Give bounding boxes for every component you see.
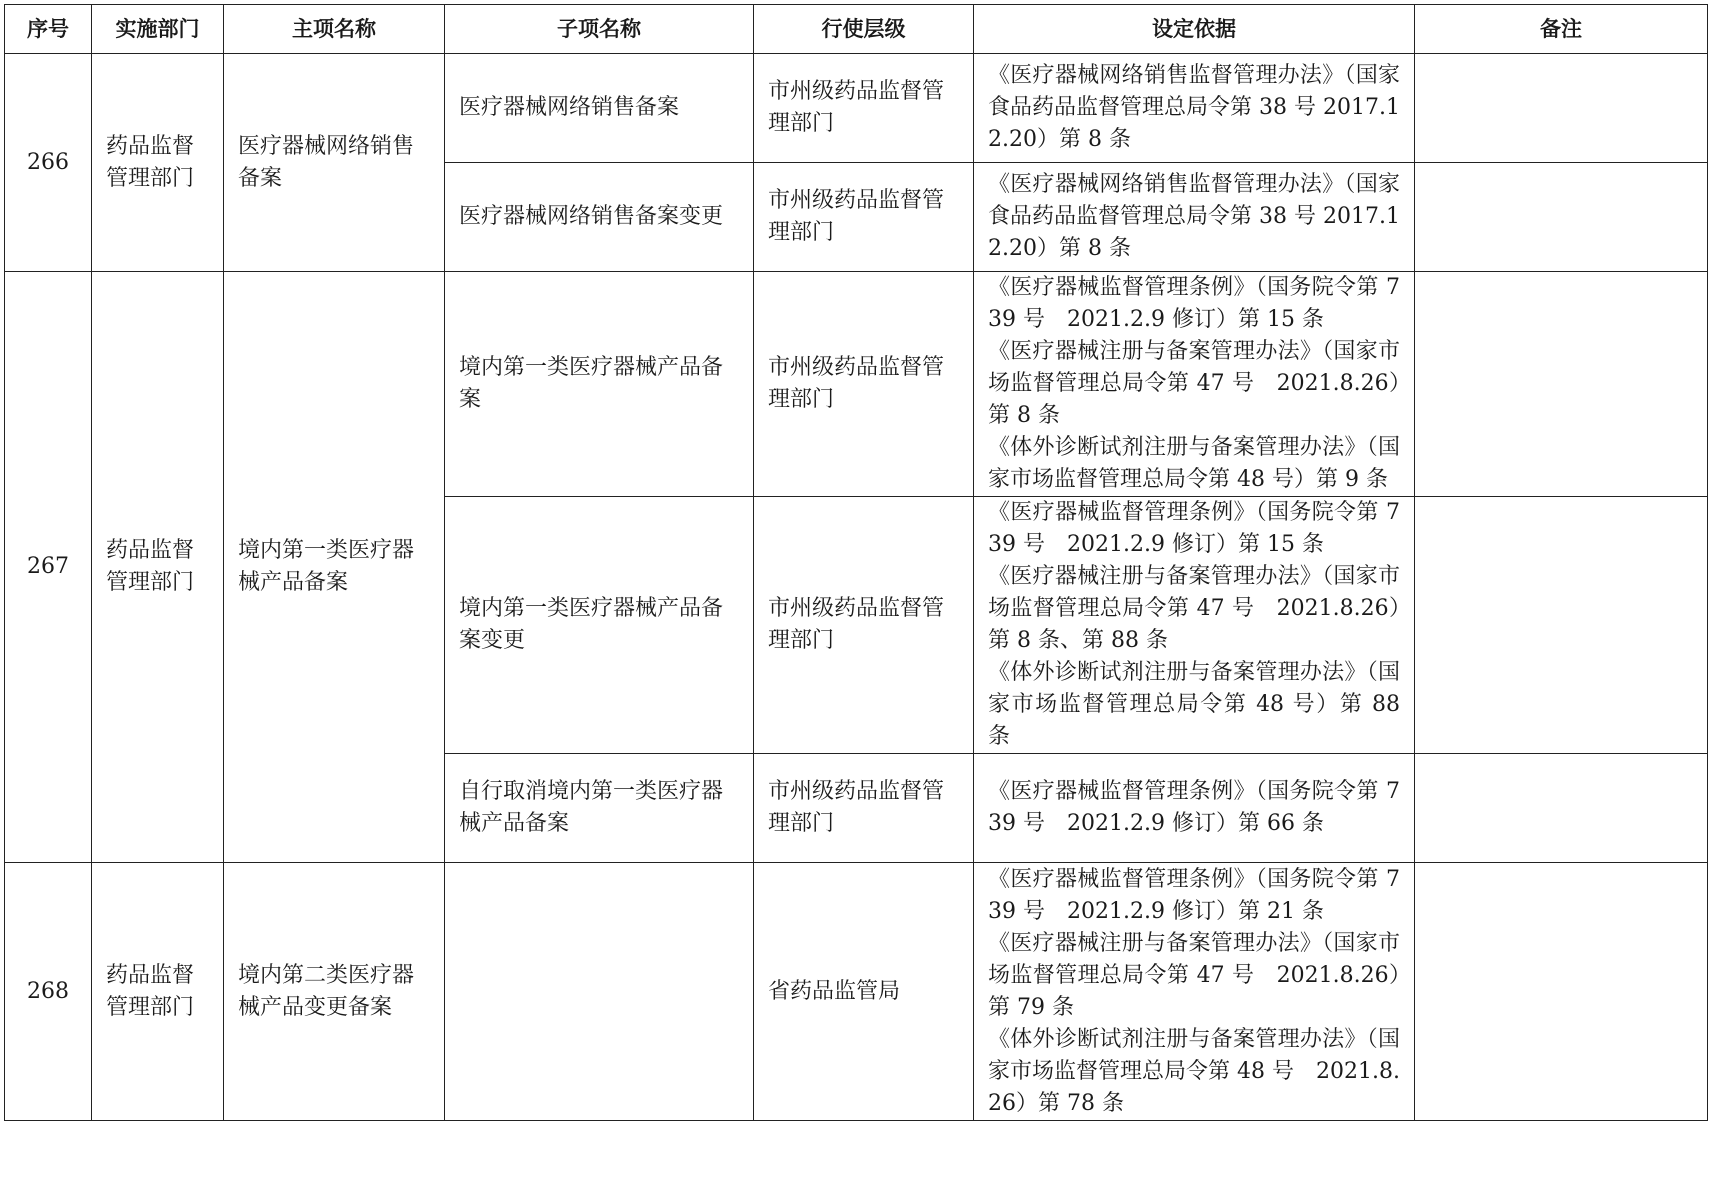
header-basis: 设定依据 <box>974 5 1415 54</box>
header-level: 行使层级 <box>754 5 974 54</box>
table-row <box>5 272 1708 497</box>
level-cell: 省药品监管局 <box>754 863 974 1121</box>
dept-cell: 药品监督管理部门 <box>92 272 224 863</box>
table-row <box>5 863 1708 1121</box>
sub-item-cell: 医疗器械网络销售备案变更 <box>445 163 754 272</box>
main-item-cell: 境内第一类医疗器械产品备案 <box>224 272 445 863</box>
basis-cell <box>974 54 1415 163</box>
sub-item-cell: 境内第一类医疗器械产品备案 <box>445 272 754 497</box>
level-cell: 市州级药品监督管理部门 <box>754 163 974 272</box>
basis-line: 《医疗器械网络销售监督管理办法》（国家食品药品监督管理总局令第 38 号 2017.12.20）第 8 条 <box>988 63 1400 152</box>
sub-item-cell: 医疗器械网络销售备案 <box>445 54 754 163</box>
remark-cell <box>1415 754 1708 863</box>
basis-cell <box>974 497 1415 754</box>
basis-line: 《医疗器械监督管理条例》（国务院令第 739 号 2021.2.9 修订）第 15 条 <box>988 275 1400 332</box>
basis-line: 《医疗器械注册与备案管理办法》（国家市场监督管理总局令第 47 号 2021.8.26）第 79 条 <box>988 930 1400 1020</box>
remark-cell <box>1415 272 1708 497</box>
seq-cell: 267 <box>5 272 92 863</box>
basis-line: 《体外诊断试剂注册与备案管理办法》（国家市场监督管理总局令第 48 号）第 88 条 <box>988 660 1400 749</box>
basis-line: 《医疗器械监督管理条例》（国务院令第 739 号 2021.2.9 修订）第 66 条 <box>988 779 1400 836</box>
header-seq: 序号 <box>5 5 92 54</box>
remark-cell <box>1415 54 1708 163</box>
basis-line: 《医疗器械监督管理条例》（国务院令第 739 号 2021.2.9 修订）第 15 条 <box>988 500 1400 557</box>
table-row <box>5 54 1708 163</box>
basis-line: 《医疗器械监督管理条例》（国务院令第 739 号 2021.2.9 修订）第 21 条 <box>988 866 1400 924</box>
header-main-item: 主项名称 <box>224 5 445 54</box>
remark-cell <box>1415 863 1708 1121</box>
level-cell: 市州级药品监督管理部门 <box>754 54 974 163</box>
sub-item-cell: 自行取消境内第一类医疗器械产品备案 <box>445 754 754 863</box>
table-header-row <box>5 5 1708 54</box>
header-sub-item: 子项名称 <box>445 5 754 54</box>
seq-cell: 268 <box>5 863 92 1121</box>
dept-cell: 药品监督管理部门 <box>92 863 224 1121</box>
main-item-cell: 医疗器械网络销售备案 <box>224 54 445 272</box>
header-remark: 备注 <box>1415 5 1708 54</box>
basis-line: 《医疗器械注册与备案管理办法》（国家市场监督管理总局令第 47 号 2021.8.26）第 8 条 <box>988 339 1400 428</box>
basis-cell <box>974 754 1415 863</box>
seq-cell: 266 <box>5 54 92 272</box>
sub-item-cell: 境内第一类医疗器械产品备案变更 <box>445 497 754 754</box>
level-cell: 市州级药品监督管理部门 <box>754 272 974 497</box>
basis-cell <box>974 163 1415 272</box>
header-dept: 实施部门 <box>92 5 224 54</box>
dept-cell: 药品监督管理部门 <box>92 54 224 272</box>
remark-cell <box>1415 163 1708 272</box>
administrative-items-table <box>4 4 1708 1121</box>
level-cell: 市州级药品监督管理部门 <box>754 497 974 754</box>
basis-cell <box>974 863 1415 1121</box>
main-item-cell: 境内第二类医疗器械产品变更备案 <box>224 863 445 1121</box>
basis-line: 《体外诊断试剂注册与备案管理办法》（国家市场监督管理总局令第 48 号 2021.8.26）第 78 条 <box>988 1026 1400 1116</box>
sub-item-cell <box>445 863 754 1121</box>
level-cell: 市州级药品监督管理部门 <box>754 754 974 863</box>
basis-cell <box>974 272 1415 497</box>
basis-line: 《医疗器械网络销售监督管理办法》（国家食品药品监督管理总局令第 38 号 2017.12.20）第 8 条 <box>988 172 1400 261</box>
basis-line: 《医疗器械注册与备案管理办法》（国家市场监督管理总局令第 47 号 2021.8.26）第 8 条、第 88 条 <box>988 564 1400 653</box>
remark-cell <box>1415 497 1708 754</box>
basis-line: 《体外诊断试剂注册与备案管理办法》（国家市场监督管理总局令第 48 号）第 9 条 <box>988 435 1400 492</box>
